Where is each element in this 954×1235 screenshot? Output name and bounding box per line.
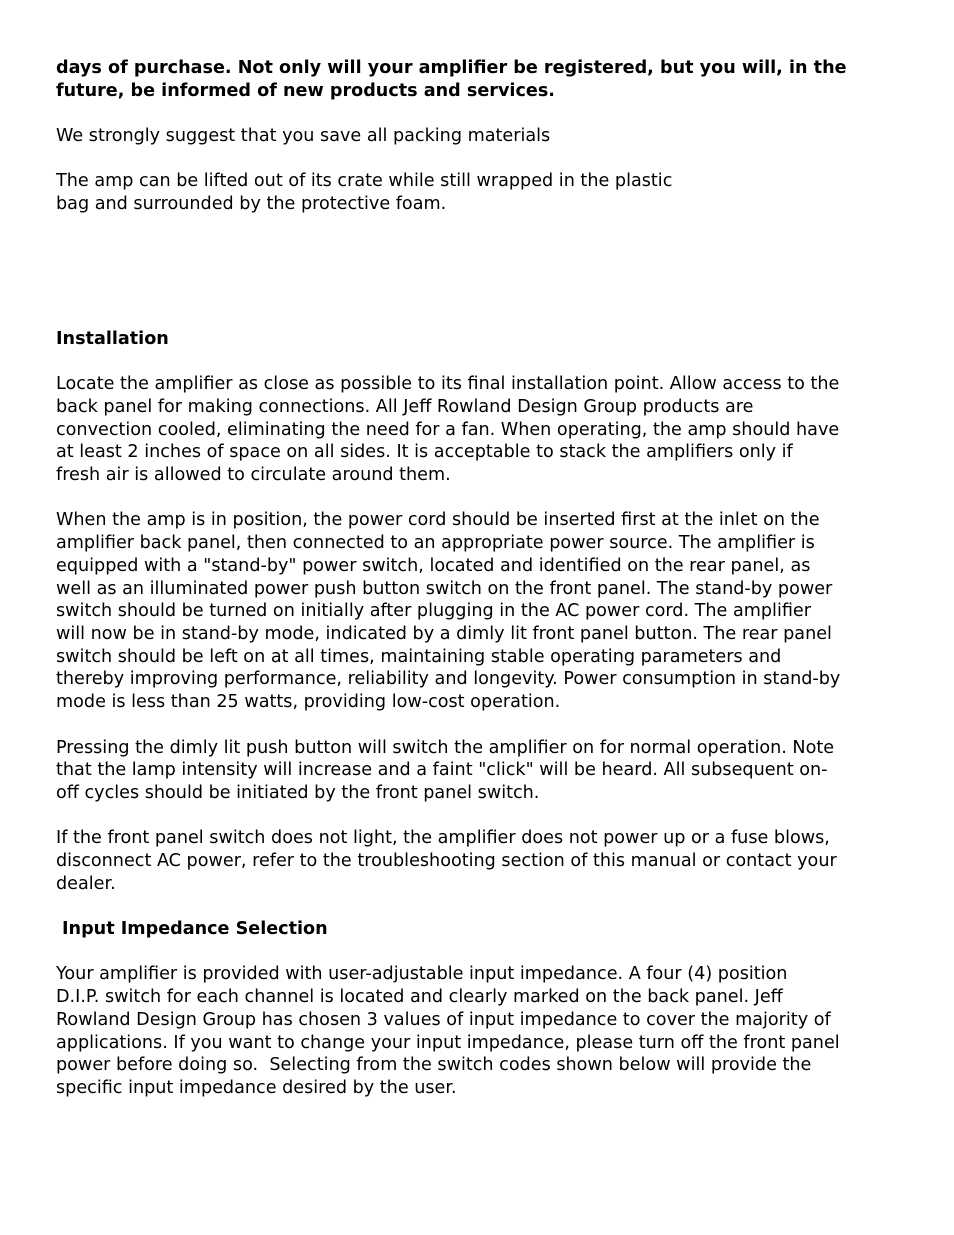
text-line: that the lamp intensity will increase and a faint "click" will be heard. All subsequent on-: [56, 760, 828, 781]
text-line: Rowland Design Group has chosen 3 values of input impedance to cover the majority of: [56, 1009, 831, 1030]
text-line: future, be informed of new products and services.: [56, 80, 555, 101]
text-line: days of purchase. Not only will your amplifier be registered, but you will, in the: [56, 58, 847, 78]
text-line: disconnect AC power, refer to the troubleshooting section of this manual or contact your: [56, 851, 837, 871]
installation-paragraph-location: [56, 373, 902, 487]
document-page: [56, 57, 902, 1100]
text-line: If the front panel switch does not light, the amplifier does not power up or a fuse blows,: [56, 828, 830, 849]
text-line: power before doing so. Selecting from the switch codes shown below will provide the: [56, 1055, 812, 1076]
text-line: amplifier back panel, then connected to an appropriate power source. The amplifier is: [56, 533, 815, 554]
text-line: We strongly suggest that you save all packing materials: [56, 126, 551, 147]
text-line: D.I.P. switch for each channel is located and clearly marked on the back panel. Jeff: [56, 987, 783, 1008]
text-line: equipped with a "stand-by" power switch, located and identified on the rear panel, as: [56, 555, 811, 576]
text-line: applications. If you want to change your input impedance, please turn off the front panel: [56, 1032, 840, 1053]
text-line: at least 2 inches of space on all sides. It is acceptable to stack the amplifiers only if: [56, 442, 793, 463]
registration-paragraph: [56, 57, 902, 102]
text-line: off cycles should be initiated by the front panel switch.: [56, 782, 540, 803]
installation-paragraph-troubleshooting: [56, 827, 902, 895]
text-line: Locate the amplifier as close as possible to its final installation point. Allow access to the: [56, 374, 840, 395]
installation-paragraph-power: [56, 509, 902, 713]
text-line: dealer.: [56, 873, 116, 894]
packing-paragraph: [56, 125, 902, 148]
text-line: switch should be turned on initially after plugging in the AC power cord. The amplifier: [56, 601, 811, 622]
text-line: mode is less than 25 watts, providing low-cost operation.: [56, 692, 561, 713]
text-line: Pressing the dimly lit push button will switch the amplifier on for normal operation. Note: [56, 737, 835, 758]
text-line: convection cooled, eliminating the need for a fan. When operating, the amp should have: [56, 419, 840, 440]
text-line: will now be in stand-by mode, indicated by a dimly lit front panel button. The rear panel: [56, 624, 832, 644]
text-line: bag and surrounded by the protective foam.: [56, 194, 447, 215]
lift-paragraph: [56, 170, 902, 215]
text-line: The amp can be lifted out of its crate while still wrapped in the plastic: [56, 171, 673, 192]
text-line: thereby improving performance, reliability and longevity. Power consumption in stand-by: [56, 669, 841, 690]
impedance-heading: Input Impedance Selection: [62, 919, 328, 940]
text-line: fresh air is allowed to circulate around them.: [56, 465, 451, 486]
text-line: When the amp is in position, the power cord should be inserted first at the inlet on the: [56, 510, 820, 531]
impedance-paragraph: [56, 963, 902, 1099]
installation-paragraph-push-button: [56, 737, 902, 805]
text-line: back panel for making connections. All Jeff Rowland Design Group products are: [56, 396, 754, 417]
text-line: well as an illuminated power push button switch on the front panel. The stand-by power: [56, 578, 833, 599]
text-line: switch should be left on at all times, maintaining stable operating parameters and: [56, 646, 782, 667]
installation-heading: Installation: [56, 328, 169, 349]
text-line: Your amplifier is provided with user-adjustable input impedance. A four (4) position: [56, 964, 788, 985]
text-line: specific input impedance desired by the user.: [56, 1078, 457, 1098]
